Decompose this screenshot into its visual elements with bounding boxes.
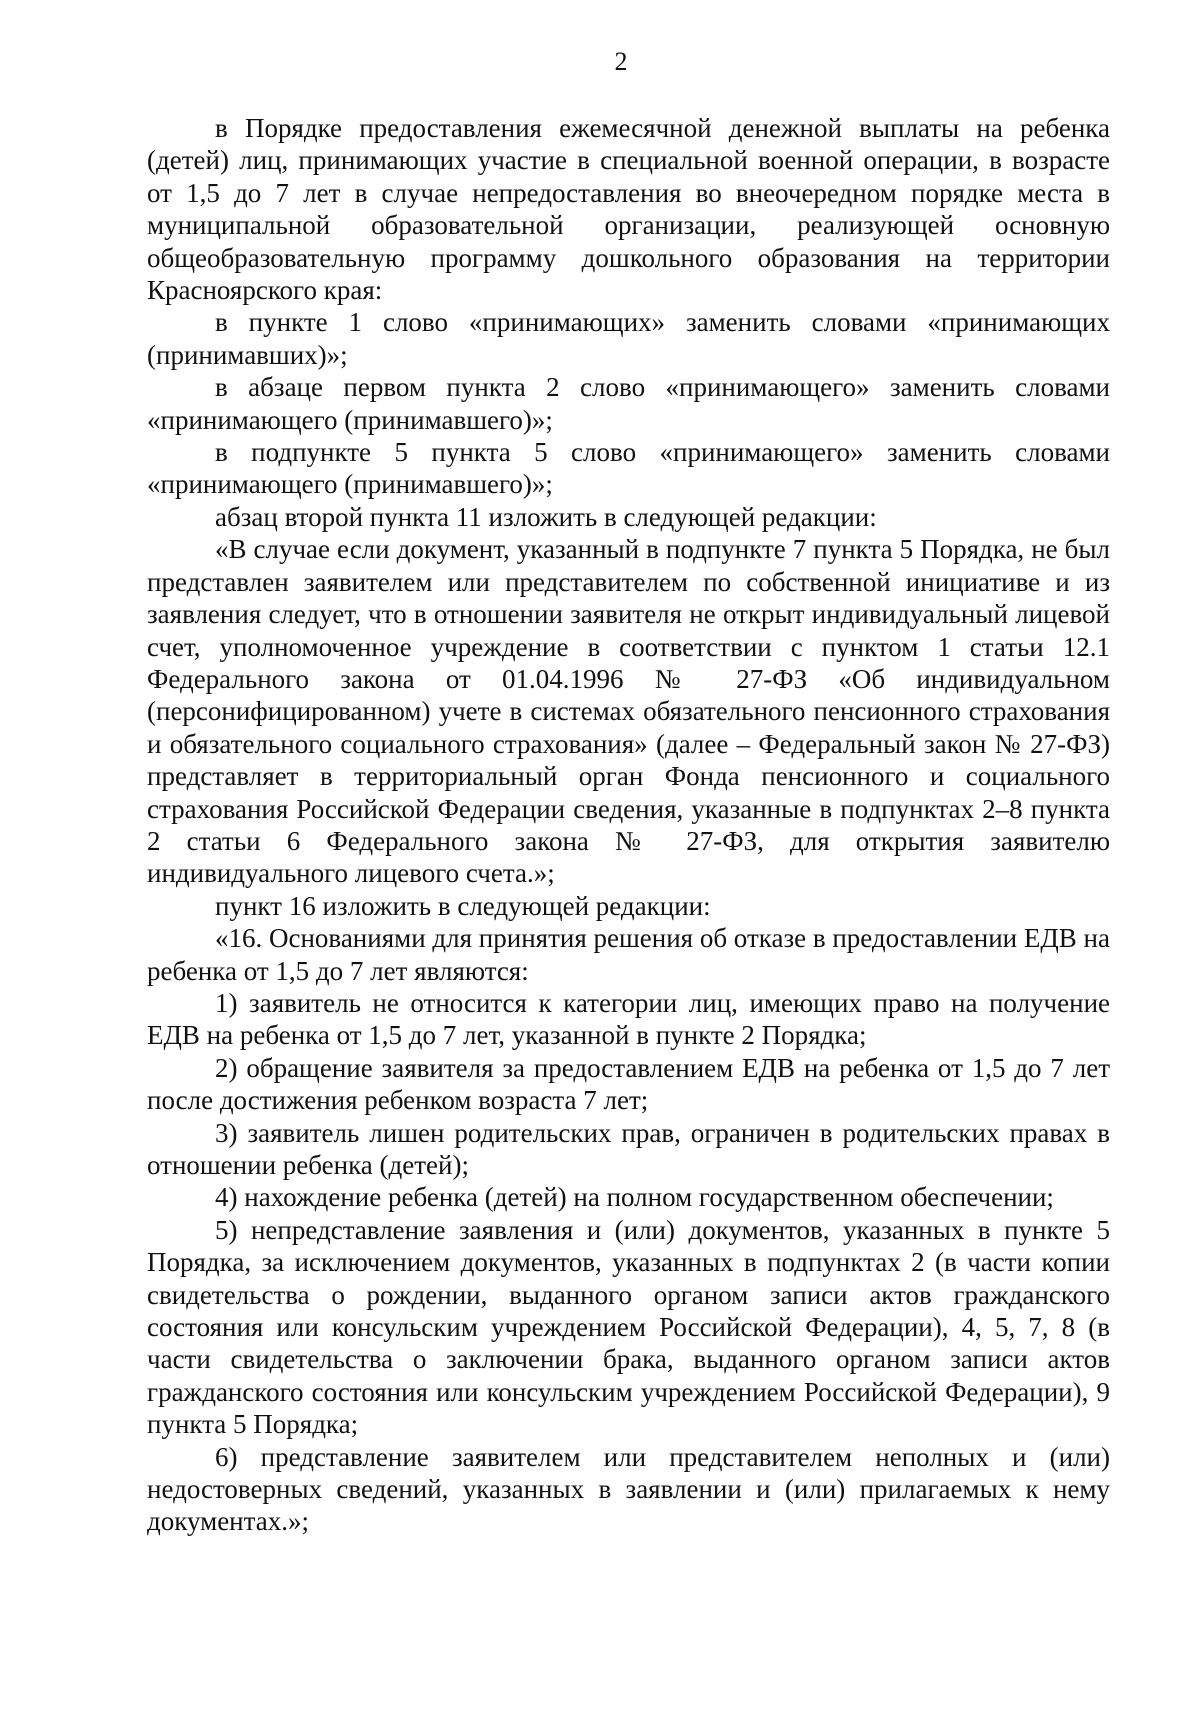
paragraph-intro: в Порядке предоставления ежемесячной денежной выплаты на ребенка (детей) лиц, принимающих участие в специальной военной операции, в возрасте от 1,5 до 7 лет в случае непредоставления во внеочередном порядке места в муниципальной образовательной организации, реализующей основную общеобразовательную программу дошкольного образования на территории Красноярского края: bbox=[147, 113, 1110, 306]
paragraph-subitem-5-change: в подпункте 5 пункта 5 слово «принимающего» заменить словами «принимающего (принимавшего)»; bbox=[147, 437, 1110, 500]
document-body bbox=[147, 112, 1110, 1538]
paragraph-item-2-change: в абзаце первом пункта 2 слово «принимающего» заменить словами «принимающего (принимавшего)»; bbox=[147, 372, 1110, 435]
paragraph-ground-6: 6) представление заявителем или представителем неполных и (или) недостоверных сведений, указанных в заявлении и (или) прилагаемых к нему документах.»; bbox=[147, 1441, 1110, 1537]
paragraph-item-11-heading: абзац второй пункта 11 изложить в следующей редакции: bbox=[215, 501, 877, 532]
paragraph-ground-2: 2) обращение заявителя за предоставлением ЕДВ на ребенка от 1,5 до 7 лет после достижения ребенком возраста 7 лет; bbox=[147, 1052, 1110, 1116]
paragraph-item-16-intro: «16. Основаниями для принятия решения об отказе в предоставлении ЕДВ на ребенка от 1,5 до 7 лет являются: bbox=[147, 923, 1110, 986]
paragraph-item-16-heading: пункт 16 изложить в следующей редакции: bbox=[215, 890, 711, 921]
paragraph-item-11-text: «В случае если документ, указанный в подпункте 7 пункта 5 Порядка, не был представлен заявителем или представителем по собственной инициативе и из заявления следует, что в отношении заявителя не открыт индивидуальный лицевой счет, уполномоченное учреждение в соответствии с пунктом 1 статьи 12.1 Федерального закона от 01.04.1996 № 27-ФЗ «Об индивидуальном (персонифицированном) учете в системах обязательного пенсионного страхования и обязательного социального страхования» (далее – Федеральный закон № 27-ФЗ) представляет в территориальный орган Фонда пенсионного и социального страхования Российской Федерации сведения, указанные в подпунктах 2–8 пункта 2 статьи 6 Федерального закона № 27-ФЗ, для открытия заявителю индивидуального лицевого счета.»; bbox=[147, 534, 1110, 889]
paragraph-item-1-change: в пункте 1 слово «принимающих» заменить словами «принимающих (принимавших)»; bbox=[147, 307, 1110, 370]
paragraph-ground-1: 1) заявитель не относится к категории лиц, имеющих право на получение ЕДВ на ребенка от 1,5 до 7 лет, указанной в пункте 2 Порядка; bbox=[147, 987, 1110, 1051]
paragraph-ground-4: 4) нахождение ребенка (детей) на полном государственном обеспечении; bbox=[215, 1182, 1054, 1213]
paragraph-ground-3: 3) заявитель лишен родительских прав, ограничен в родительских правах в отношении ребенка (детей); bbox=[147, 1117, 1110, 1180]
page-number: 2 bbox=[614, 47, 628, 76]
paragraph-ground-5: 5) непредставление заявления и (или) документов, указанных в пункте 5 Порядка, за исключением документов, указанных в подпунктах 2 (в части копии свидетельства о рождении, выданного органом записи актов гражданского состояния или консульским учреждением Российской Федерации), 4, 5, 7, 8 (в части свидетельства о заключении брака, выданного органом записи актов гражданского состояния или консульским учреждением Российской Федерации), 9 пункта 5 Порядка; bbox=[147, 1214, 1110, 1440]
